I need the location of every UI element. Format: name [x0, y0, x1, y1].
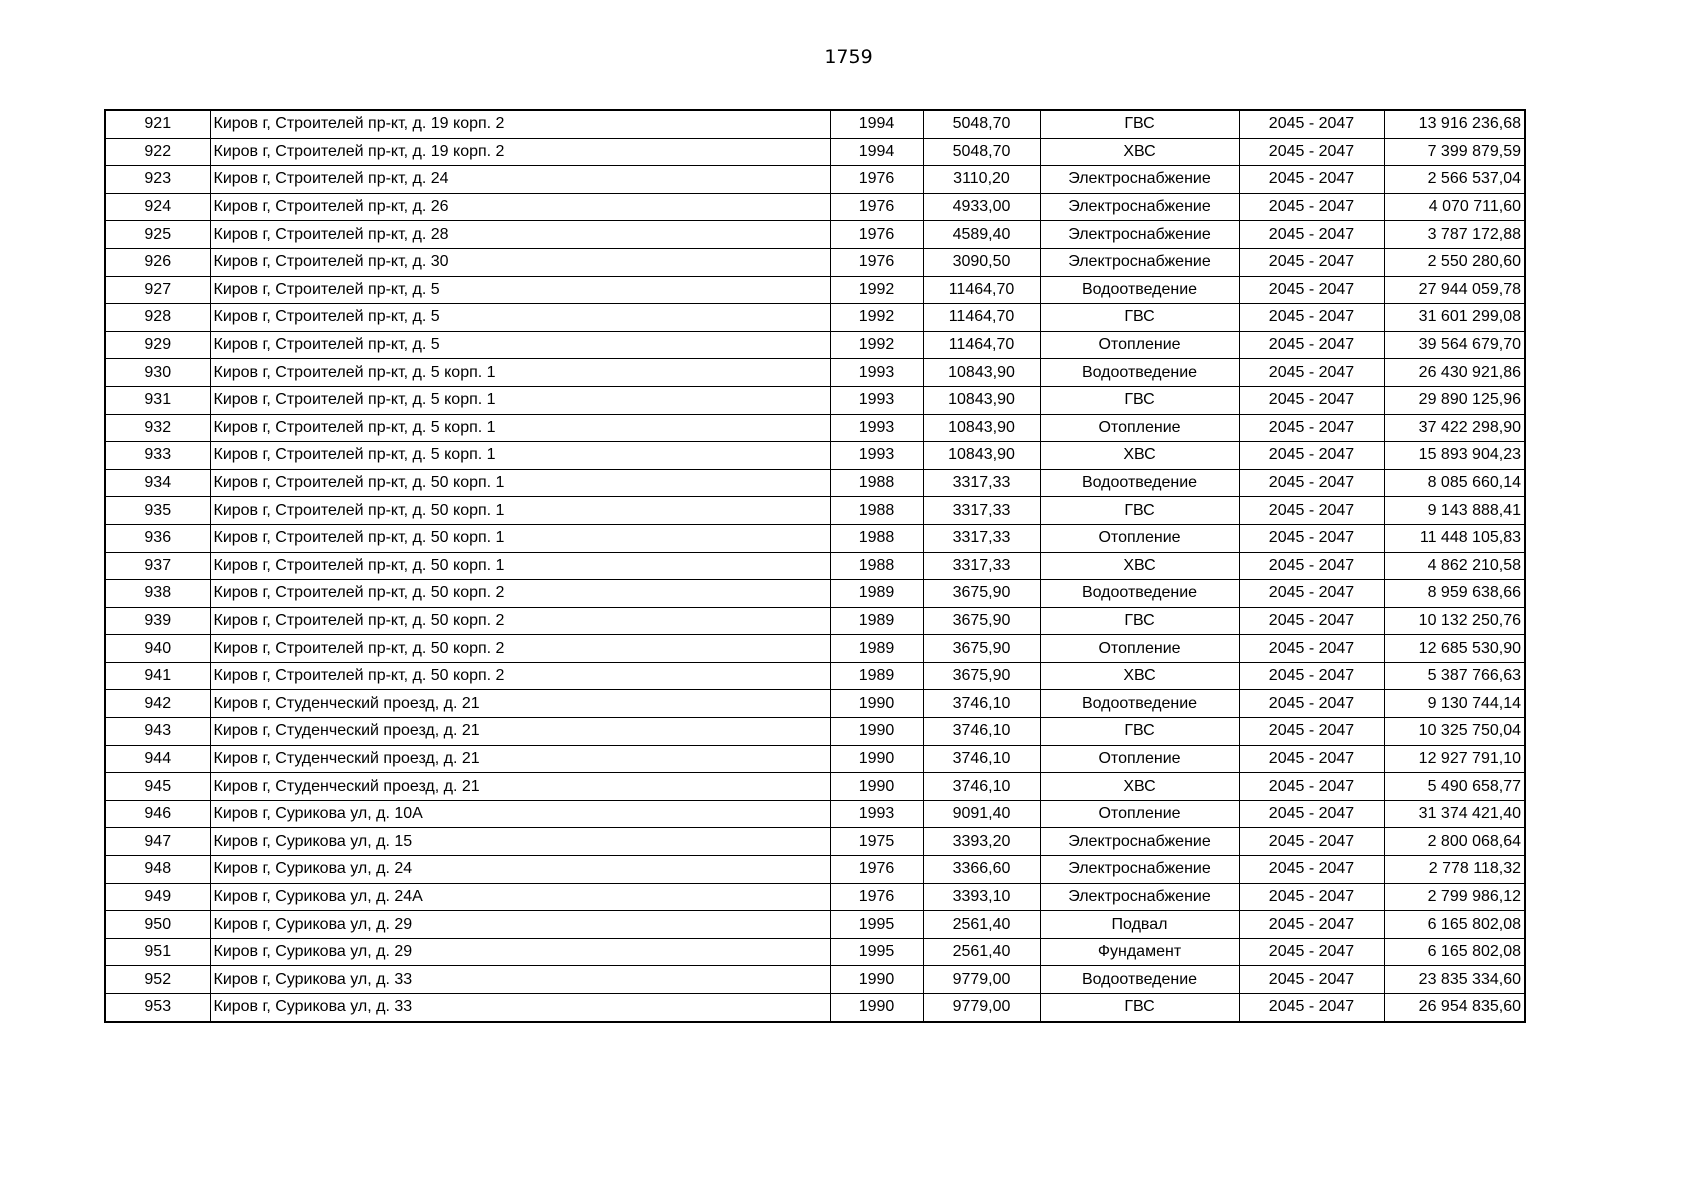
period-cell: 2045 - 2047	[1239, 911, 1384, 939]
area-cell: 3393,10	[923, 883, 1040, 911]
table-row	[105, 414, 1525, 442]
area-cell: 4589,40	[923, 221, 1040, 249]
period-cell: 2045 - 2047	[1239, 193, 1384, 221]
year-cell: 1992	[830, 304, 923, 332]
period-cell: 2045 - 2047	[1239, 800, 1384, 828]
cost-cell: 12 927 791,10	[1384, 745, 1525, 773]
table-row	[105, 221, 1525, 249]
work-type-cell: Водоотведение	[1040, 276, 1239, 304]
year-cell: 1976	[830, 193, 923, 221]
period-cell: 2045 - 2047	[1239, 359, 1384, 387]
address-cell: Киров г, Строителей пр-кт, д. 5 корп. 1	[210, 386, 830, 414]
year-cell: 1976	[830, 883, 923, 911]
address-cell: Киров г, Сурикова ул, д. 10А	[210, 800, 830, 828]
row-number-cell: 943	[105, 718, 210, 746]
cost-cell: 6 165 802,08	[1384, 911, 1525, 939]
table-row	[105, 110, 1525, 138]
table-row	[105, 359, 1525, 387]
table-row	[105, 331, 1525, 359]
work-type-cell: Водоотведение	[1040, 469, 1239, 497]
address-cell: Киров г, Сурикова ул, д. 33	[210, 966, 830, 994]
cost-cell: 2 550 280,60	[1384, 248, 1525, 276]
address-cell: Киров г, Строителей пр-кт, д. 50 корп. 2	[210, 607, 830, 635]
row-number-cell: 932	[105, 414, 210, 442]
period-cell: 2045 - 2047	[1239, 248, 1384, 276]
table-row	[105, 883, 1525, 911]
cost-cell: 4 862 210,58	[1384, 552, 1525, 580]
address-cell: Киров г, Строителей пр-кт, д. 50 корп. 1	[210, 524, 830, 552]
year-cell: 1993	[830, 800, 923, 828]
address-cell: Киров г, Сурикова ул, д. 24А	[210, 883, 830, 911]
work-type-cell: Отопление	[1040, 414, 1239, 442]
area-cell: 10843,90	[923, 442, 1040, 470]
address-cell: Киров г, Сурикова ул, д. 33	[210, 994, 830, 1022]
table-row	[105, 304, 1525, 332]
work-type-cell: ГВС	[1040, 304, 1239, 332]
table-row	[105, 580, 1525, 608]
area-cell: 9779,00	[923, 966, 1040, 994]
cost-cell: 5 387 766,63	[1384, 662, 1525, 690]
address-cell: Киров г, Строителей пр-кт, д. 24	[210, 166, 830, 194]
area-cell: 10843,90	[923, 386, 1040, 414]
year-cell: 1993	[830, 414, 923, 442]
area-cell: 9779,00	[923, 994, 1040, 1022]
work-type-cell: ГВС	[1040, 994, 1239, 1022]
address-cell: Киров г, Строителей пр-кт, д. 50 корп. 1	[210, 552, 830, 580]
work-type-cell: Отопление	[1040, 635, 1239, 663]
table-row	[105, 994, 1525, 1022]
address-cell: Киров г, Студенческий проезд, д. 21	[210, 690, 830, 718]
address-cell: Киров г, Строителей пр-кт, д. 50 корп. 2	[210, 662, 830, 690]
address-cell: Киров г, Строителей пр-кт, д. 50 корп. 2	[210, 580, 830, 608]
work-type-cell: ХВС	[1040, 552, 1239, 580]
cost-cell: 29 890 125,96	[1384, 386, 1525, 414]
row-number-cell: 949	[105, 883, 210, 911]
area-cell: 11464,70	[923, 304, 1040, 332]
address-cell: Киров г, Строителей пр-кт, д. 50 корп. 1	[210, 497, 830, 525]
address-cell: Киров г, Сурикова ул, д. 29	[210, 911, 830, 939]
address-cell: Киров г, Строителей пр-кт, д. 5 корп. 1	[210, 442, 830, 470]
work-type-cell: Водоотведение	[1040, 690, 1239, 718]
year-cell: 1995	[830, 911, 923, 939]
year-cell: 1994	[830, 110, 923, 138]
period-cell: 2045 - 2047	[1239, 469, 1384, 497]
cost-cell: 5 490 658,77	[1384, 773, 1525, 801]
row-number-cell: 938	[105, 580, 210, 608]
work-type-cell: ГВС	[1040, 386, 1239, 414]
year-cell: 1990	[830, 718, 923, 746]
area-cell: 2561,40	[923, 911, 1040, 939]
cost-cell: 10 132 250,76	[1384, 607, 1525, 635]
period-cell: 2045 - 2047	[1239, 110, 1384, 138]
area-cell: 11464,70	[923, 276, 1040, 304]
work-type-cell: Подвал	[1040, 911, 1239, 939]
year-cell: 1992	[830, 331, 923, 359]
period-cell: 2045 - 2047	[1239, 138, 1384, 166]
row-number-cell: 947	[105, 828, 210, 856]
cost-cell: 9 143 888,41	[1384, 497, 1525, 525]
row-number-cell: 941	[105, 662, 210, 690]
table-row	[105, 773, 1525, 801]
area-cell: 3317,33	[923, 552, 1040, 580]
period-cell: 2045 - 2047	[1239, 497, 1384, 525]
work-type-cell: Электроснабжение	[1040, 828, 1239, 856]
address-cell: Киров г, Строителей пр-кт, д. 5	[210, 331, 830, 359]
table-row	[105, 966, 1525, 994]
table-row	[105, 497, 1525, 525]
area-cell: 3675,90	[923, 580, 1040, 608]
year-cell: 1975	[830, 828, 923, 856]
period-cell: 2045 - 2047	[1239, 690, 1384, 718]
work-type-cell: ГВС	[1040, 607, 1239, 635]
year-cell: 1989	[830, 580, 923, 608]
area-cell: 5048,70	[923, 138, 1040, 166]
period-cell: 2045 - 2047	[1239, 662, 1384, 690]
work-type-cell: Отопление	[1040, 745, 1239, 773]
address-cell: Киров г, Студенческий проезд, д. 21	[210, 773, 830, 801]
year-cell: 1989	[830, 635, 923, 663]
period-cell: 2045 - 2047	[1239, 524, 1384, 552]
year-cell: 1976	[830, 221, 923, 249]
area-cell: 4933,00	[923, 193, 1040, 221]
work-type-cell: Электроснабжение	[1040, 193, 1239, 221]
cost-cell: 37 422 298,90	[1384, 414, 1525, 442]
area-cell: 3393,20	[923, 828, 1040, 856]
table-row	[105, 745, 1525, 773]
table-row	[105, 607, 1525, 635]
address-cell: Киров г, Строителей пр-кт, д. 26	[210, 193, 830, 221]
period-cell: 2045 - 2047	[1239, 331, 1384, 359]
table-row	[105, 442, 1525, 470]
row-number-cell: 930	[105, 359, 210, 387]
table-row	[105, 690, 1525, 718]
row-number-cell: 935	[105, 497, 210, 525]
row-number-cell: 926	[105, 248, 210, 276]
cost-cell: 31 601 299,08	[1384, 304, 1525, 332]
row-number-cell: 924	[105, 193, 210, 221]
period-cell: 2045 - 2047	[1239, 166, 1384, 194]
row-number-cell: 931	[105, 386, 210, 414]
work-type-cell: ХВС	[1040, 773, 1239, 801]
period-cell: 2045 - 2047	[1239, 856, 1384, 884]
year-cell: 1990	[830, 773, 923, 801]
table-row	[105, 248, 1525, 276]
period-cell: 2045 - 2047	[1239, 828, 1384, 856]
table-row	[105, 856, 1525, 884]
row-number-cell: 925	[105, 221, 210, 249]
table-row	[105, 552, 1525, 580]
year-cell: 1995	[830, 938, 923, 966]
work-type-cell: ГВС	[1040, 110, 1239, 138]
period-cell: 2045 - 2047	[1239, 635, 1384, 663]
table-row	[105, 166, 1525, 194]
cost-cell: 3 787 172,88	[1384, 221, 1525, 249]
year-cell: 1992	[830, 276, 923, 304]
work-type-cell: Отопление	[1040, 524, 1239, 552]
cost-cell: 31 374 421,40	[1384, 800, 1525, 828]
table-row	[105, 386, 1525, 414]
cost-cell: 15 893 904,23	[1384, 442, 1525, 470]
cost-cell: 8 085 660,14	[1384, 469, 1525, 497]
address-cell: Киров г, Строителей пр-кт, д. 19 корп. 2	[210, 138, 830, 166]
period-cell: 2045 - 2047	[1239, 773, 1384, 801]
area-cell: 3675,90	[923, 607, 1040, 635]
year-cell: 1988	[830, 552, 923, 580]
year-cell: 1988	[830, 497, 923, 525]
cost-cell: 27 944 059,78	[1384, 276, 1525, 304]
address-cell: Киров г, Строителей пр-кт, д. 50 корп. 2	[210, 635, 830, 663]
table-row	[105, 138, 1525, 166]
area-cell: 10843,90	[923, 359, 1040, 387]
row-number-cell: 952	[105, 966, 210, 994]
year-cell: 1988	[830, 524, 923, 552]
period-cell: 2045 - 2047	[1239, 414, 1384, 442]
area-cell: 3110,20	[923, 166, 1040, 194]
row-number-cell: 928	[105, 304, 210, 332]
table-row	[105, 193, 1525, 221]
table-row	[105, 662, 1525, 690]
period-cell: 2045 - 2047	[1239, 883, 1384, 911]
row-number-cell: 945	[105, 773, 210, 801]
period-cell: 2045 - 2047	[1239, 607, 1384, 635]
work-type-cell: Отопление	[1040, 331, 1239, 359]
year-cell: 1990	[830, 994, 923, 1022]
row-number-cell: 936	[105, 524, 210, 552]
area-cell: 2561,40	[923, 938, 1040, 966]
row-number-cell: 950	[105, 911, 210, 939]
address-cell: Киров г, Сурикова ул, д. 24	[210, 856, 830, 884]
table-row	[105, 800, 1525, 828]
table-row	[105, 635, 1525, 663]
cost-cell: 7 399 879,59	[1384, 138, 1525, 166]
address-cell: Киров г, Строителей пр-кт, д. 5 корп. 1	[210, 359, 830, 387]
year-cell: 1994	[830, 138, 923, 166]
period-cell: 2045 - 2047	[1239, 304, 1384, 332]
table-row	[105, 911, 1525, 939]
cost-cell: 39 564 679,70	[1384, 331, 1525, 359]
area-cell: 3675,90	[923, 635, 1040, 663]
year-cell: 1989	[830, 607, 923, 635]
area-cell: 3746,10	[923, 718, 1040, 746]
cost-cell: 8 959 638,66	[1384, 580, 1525, 608]
cost-cell: 2 799 986,12	[1384, 883, 1525, 911]
table-row	[105, 938, 1525, 966]
cost-cell: 26 430 921,86	[1384, 359, 1525, 387]
row-number-cell: 929	[105, 331, 210, 359]
row-number-cell: 940	[105, 635, 210, 663]
year-cell: 1990	[830, 966, 923, 994]
cost-cell: 26 954 835,60	[1384, 994, 1525, 1022]
period-cell: 2045 - 2047	[1239, 718, 1384, 746]
work-type-cell: ХВС	[1040, 662, 1239, 690]
address-cell: Киров г, Строителей пр-кт, д. 5 корп. 1	[210, 414, 830, 442]
period-cell: 2045 - 2047	[1239, 386, 1384, 414]
work-type-cell: ХВС	[1040, 138, 1239, 166]
work-type-cell: Электроснабжение	[1040, 221, 1239, 249]
period-cell: 2045 - 2047	[1239, 552, 1384, 580]
year-cell: 1988	[830, 469, 923, 497]
period-cell: 2045 - 2047	[1239, 442, 1384, 470]
period-cell: 2045 - 2047	[1239, 994, 1384, 1022]
address-cell: Киров г, Студенческий проезд, д. 21	[210, 718, 830, 746]
cost-cell: 2 566 537,04	[1384, 166, 1525, 194]
row-number-cell: 946	[105, 800, 210, 828]
area-cell: 3090,50	[923, 248, 1040, 276]
row-number-cell: 923	[105, 166, 210, 194]
row-number-cell: 921	[105, 110, 210, 138]
year-cell: 1993	[830, 386, 923, 414]
row-number-cell: 942	[105, 690, 210, 718]
address-cell: Киров г, Строителей пр-кт, д. 19 корп. 2	[210, 110, 830, 138]
table-row	[105, 718, 1525, 746]
cost-cell: 4 070 711,60	[1384, 193, 1525, 221]
area-cell: 5048,70	[923, 110, 1040, 138]
cost-cell: 11 448 105,83	[1384, 524, 1525, 552]
year-cell: 1976	[830, 248, 923, 276]
address-cell: Киров г, Строителей пр-кт, д. 30	[210, 248, 830, 276]
year-cell: 1990	[830, 745, 923, 773]
work-type-cell: Электроснабжение	[1040, 166, 1239, 194]
period-cell: 2045 - 2047	[1239, 938, 1384, 966]
row-number-cell: 927	[105, 276, 210, 304]
area-cell: 3366,60	[923, 856, 1040, 884]
address-cell: Киров г, Строителей пр-кт, д. 5	[210, 276, 830, 304]
area-cell: 3317,33	[923, 524, 1040, 552]
address-cell: Киров г, Сурикова ул, д. 15	[210, 828, 830, 856]
year-cell: 1976	[830, 166, 923, 194]
work-type-cell: ГВС	[1040, 497, 1239, 525]
page-number: 1759	[824, 46, 873, 68]
row-number-cell: 934	[105, 469, 210, 497]
area-cell: 11464,70	[923, 331, 1040, 359]
area-cell: 3675,90	[923, 662, 1040, 690]
work-type-cell: ГВС	[1040, 718, 1239, 746]
cost-cell: 2 778 118,32	[1384, 856, 1525, 884]
cost-cell: 13 916 236,68	[1384, 110, 1525, 138]
work-type-cell: Электроснабжение	[1040, 883, 1239, 911]
work-type-cell: Водоотведение	[1040, 966, 1239, 994]
year-cell: 1989	[830, 662, 923, 690]
table-row	[105, 469, 1525, 497]
work-type-cell: Фундамент	[1040, 938, 1239, 966]
work-type-cell: Электроснабжение	[1040, 248, 1239, 276]
work-type-cell: ХВС	[1040, 442, 1239, 470]
address-cell: Киров г, Строителей пр-кт, д. 28	[210, 221, 830, 249]
work-type-cell: Отопление	[1040, 800, 1239, 828]
registry-table	[104, 109, 1526, 1023]
area-cell: 3317,33	[923, 497, 1040, 525]
year-cell: 1990	[830, 690, 923, 718]
cost-cell: 9 130 744,14	[1384, 690, 1525, 718]
cost-cell: 10 325 750,04	[1384, 718, 1525, 746]
work-type-cell: Водоотведение	[1040, 359, 1239, 387]
year-cell: 1993	[830, 359, 923, 387]
row-number-cell: 937	[105, 552, 210, 580]
cost-cell: 12 685 530,90	[1384, 635, 1525, 663]
area-cell: 3317,33	[923, 469, 1040, 497]
year-cell: 1976	[830, 856, 923, 884]
area-cell: 10843,90	[923, 414, 1040, 442]
row-number-cell: 933	[105, 442, 210, 470]
area-cell: 3746,10	[923, 745, 1040, 773]
row-number-cell: 939	[105, 607, 210, 635]
row-number-cell: 948	[105, 856, 210, 884]
address-cell: Киров г, Студенческий проезд, д. 21	[210, 745, 830, 773]
row-number-cell: 922	[105, 138, 210, 166]
table-row	[105, 524, 1525, 552]
table-row	[105, 828, 1525, 856]
cost-cell: 23 835 334,60	[1384, 966, 1525, 994]
table-row	[105, 276, 1525, 304]
area-cell: 9091,40	[923, 800, 1040, 828]
year-cell: 1993	[830, 442, 923, 470]
address-cell: Киров г, Строителей пр-кт, д. 50 корп. 1	[210, 469, 830, 497]
period-cell: 2045 - 2047	[1239, 966, 1384, 994]
period-cell: 2045 - 2047	[1239, 221, 1384, 249]
row-number-cell: 953	[105, 994, 210, 1022]
work-type-cell: Электроснабжение	[1040, 856, 1239, 884]
row-number-cell: 951	[105, 938, 210, 966]
period-cell: 2045 - 2047	[1239, 276, 1384, 304]
address-cell: Киров г, Сурикова ул, д. 29	[210, 938, 830, 966]
period-cell: 2045 - 2047	[1239, 580, 1384, 608]
period-cell: 2045 - 2047	[1239, 745, 1384, 773]
cost-cell: 6 165 802,08	[1384, 938, 1525, 966]
table-body	[105, 110, 1525, 1022]
row-number-cell: 944	[105, 745, 210, 773]
work-type-cell: Водоотведение	[1040, 580, 1239, 608]
cost-cell: 2 800 068,64	[1384, 828, 1525, 856]
area-cell: 3746,10	[923, 773, 1040, 801]
address-cell: Киров г, Строителей пр-кт, д. 5	[210, 304, 830, 332]
area-cell: 3746,10	[923, 690, 1040, 718]
